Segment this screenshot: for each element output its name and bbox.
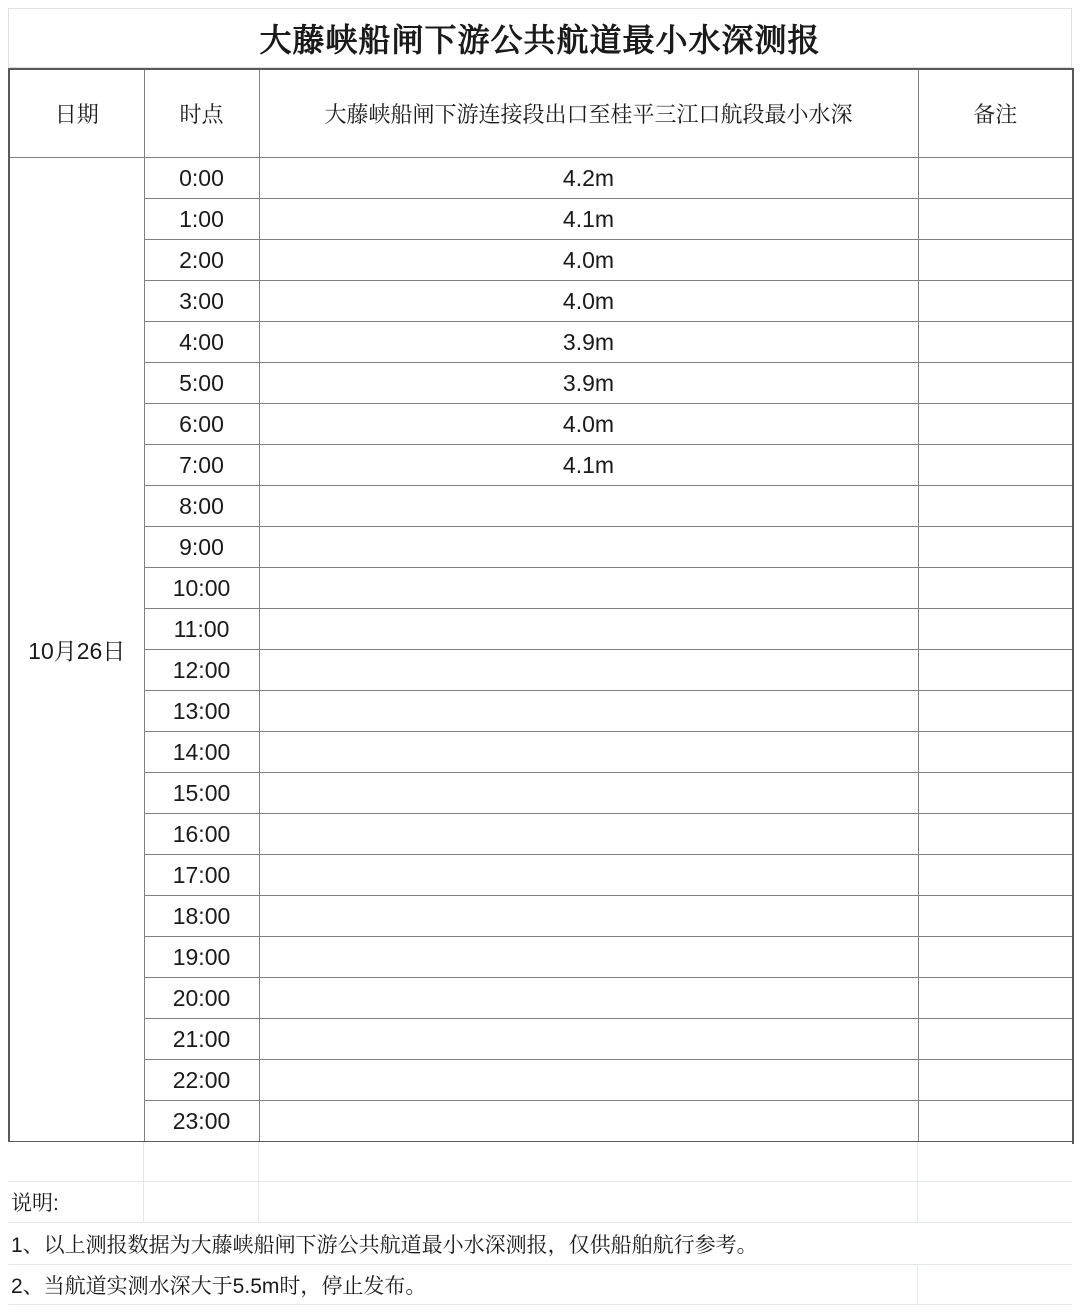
header-time: 时点 (144, 69, 259, 158)
time-cell: 4:00 (144, 322, 259, 363)
table-row (9, 363, 1073, 404)
notes-label: 说明: (8, 1182, 143, 1223)
time-cell: 5:00 (144, 363, 259, 404)
table-row (9, 814, 1073, 855)
table-row (9, 855, 1073, 896)
remark-cell (918, 732, 1073, 773)
note-2: 2、当航道实测水深大于5.5m时，停止发布。 (8, 1265, 917, 1305)
remark-cell (918, 896, 1073, 937)
time-cell: 0:00 (144, 158, 259, 199)
report-title: 大藤峡船闸下游公共航道最小水深测报 (8, 8, 1072, 68)
time-cell: 6:00 (144, 404, 259, 445)
remark-cell (918, 773, 1073, 814)
spacer-row (8, 1142, 1072, 1182)
table-row (9, 896, 1073, 937)
table-row (9, 773, 1073, 814)
depth-cell: 3.9m (259, 322, 918, 363)
depth-cell: 4.0m (259, 240, 918, 281)
remark-cell (918, 486, 1073, 527)
depth-cell (259, 486, 918, 527)
depth-cell (259, 855, 918, 896)
table-row (9, 978, 1073, 1019)
time-cell: 10:00 (144, 568, 259, 609)
time-cell: 23:00 (144, 1101, 259, 1143)
note-row (8, 1223, 1072, 1265)
time-cell: 11:00 (144, 609, 259, 650)
note-1: 1、以上测报数据为大藤峡船闸下游公共航道最小水深测报，仅供船舶航行参考。 (8, 1223, 1072, 1265)
depth-cell (259, 773, 918, 814)
depth-cell (259, 732, 918, 773)
depth-cell (259, 1019, 918, 1060)
table-row (9, 322, 1073, 363)
time-cell: 20:00 (144, 978, 259, 1019)
depth-report-table (8, 68, 1074, 1144)
depth-cell (259, 896, 918, 937)
time-cell: 8:00 (144, 486, 259, 527)
remark-cell (918, 527, 1073, 568)
table-row (9, 527, 1073, 568)
depth-cell: 3.9m (259, 363, 918, 404)
remark-cell (918, 404, 1073, 445)
header-depth: 大藤峡船闸下游连接段出口至桂平三江口航段最小水深 (259, 69, 918, 158)
table-row (9, 486, 1073, 527)
table-row (9, 240, 1073, 281)
table-row (9, 937, 1073, 978)
notes-section (8, 1142, 1072, 1305)
table-row (9, 1019, 1073, 1060)
table-row (9, 568, 1073, 609)
remark-cell (918, 1101, 1073, 1143)
depth-cell (259, 937, 918, 978)
remark-cell (918, 158, 1073, 199)
depth-cell (259, 978, 918, 1019)
remark-cell (918, 322, 1073, 363)
time-cell: 15:00 (144, 773, 259, 814)
time-cell: 13:00 (144, 691, 259, 732)
table-row (9, 158, 1073, 199)
time-cell: 18:00 (144, 896, 259, 937)
remark-cell (918, 855, 1073, 896)
header-remark: 备注 (918, 69, 1073, 158)
depth-cell: 4.0m (259, 281, 918, 322)
time-cell: 3:00 (144, 281, 259, 322)
time-cell: 7:00 (144, 445, 259, 486)
table-row (9, 1101, 1073, 1143)
depth-cell (259, 691, 918, 732)
remark-cell (918, 1060, 1073, 1101)
note-row (8, 1265, 1072, 1305)
time-cell: 16:00 (144, 814, 259, 855)
remark-cell (918, 978, 1073, 1019)
time-cell: 2:00 (144, 240, 259, 281)
remark-cell (918, 445, 1073, 486)
table-row (9, 691, 1073, 732)
remark-cell (918, 814, 1073, 855)
remark-cell (918, 1019, 1073, 1060)
notes-label-row (8, 1182, 1072, 1223)
time-cell: 14:00 (144, 732, 259, 773)
remark-cell (918, 240, 1073, 281)
depth-cell: 4.1m (259, 199, 918, 240)
time-cell: 22:00 (144, 1060, 259, 1101)
depth-cell: 4.0m (259, 404, 918, 445)
remark-cell (918, 609, 1073, 650)
remark-cell (918, 650, 1073, 691)
table-row (9, 609, 1073, 650)
time-cell: 9:00 (144, 527, 259, 568)
depth-cell (259, 527, 918, 568)
table-row (9, 404, 1073, 445)
table-row (9, 1060, 1073, 1101)
depth-cell (259, 814, 918, 855)
depth-cell (259, 609, 918, 650)
header-date: 日期 (9, 69, 144, 158)
time-cell: 19:00 (144, 937, 259, 978)
table-row (9, 281, 1073, 322)
table-row (9, 199, 1073, 240)
depth-cell (259, 1101, 918, 1143)
date-cell: 10月26日 (9, 158, 144, 1143)
depth-cell (259, 650, 918, 691)
header-row (9, 69, 1073, 158)
depth-cell (259, 1060, 918, 1101)
time-cell: 21:00 (144, 1019, 259, 1060)
time-cell: 12:00 (144, 650, 259, 691)
time-cell: 1:00 (144, 199, 259, 240)
remark-cell (918, 199, 1073, 240)
remark-cell (918, 281, 1073, 322)
remark-cell (918, 691, 1073, 732)
depth-cell: 4.2m (259, 158, 918, 199)
table-row (9, 445, 1073, 486)
depth-cell: 4.1m (259, 445, 918, 486)
table-row (9, 650, 1073, 691)
table-row (9, 732, 1073, 773)
remark-cell (918, 937, 1073, 978)
time-cell: 17:00 (144, 855, 259, 896)
remark-cell (918, 363, 1073, 404)
depth-cell (259, 568, 918, 609)
remark-cell (918, 568, 1073, 609)
